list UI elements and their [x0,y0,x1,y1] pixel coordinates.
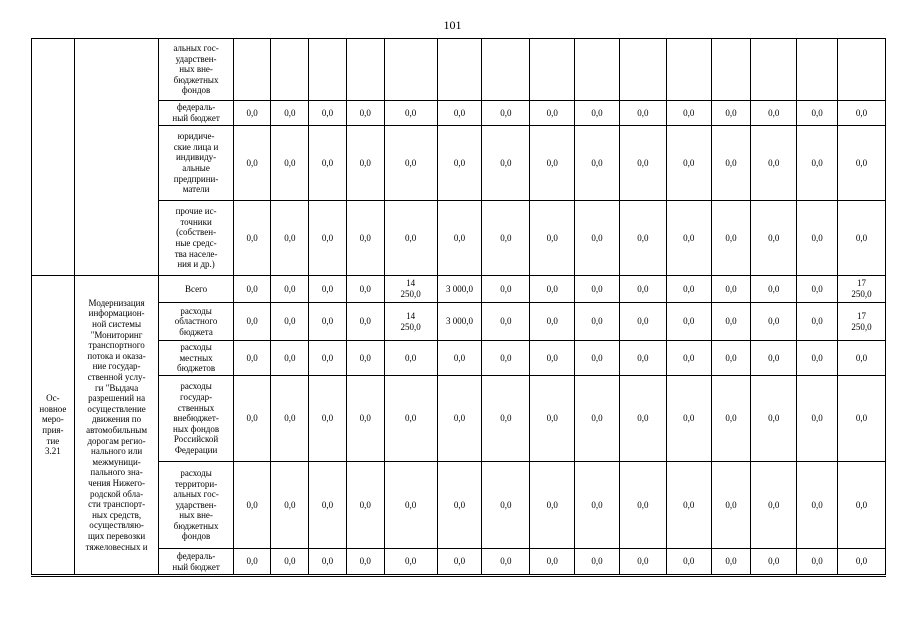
measure-name-cell: Модернизация информацион- ной системы "Мониторинг транспортного потока и оказа- ние государ- ственной услу- ги "Выдача разрешений на осуществление движения по автомобильным дорогам регио- нального или межмуници- пального зна- чения Нижего- родской обла- сти транспорт- ных средств, осуществляю- щих перевозки тяжеловесных и [74,276,159,575]
value-cell: 0,0 [619,276,666,303]
value-cell: 0,0 [797,341,838,376]
value-cell: 0,0 [751,303,797,341]
value-cell [797,39,838,101]
value-cell [575,39,620,101]
value-cell: 0,0 [530,126,575,201]
value-cell: 0,0 [437,549,482,575]
value-cell: 0,0 [751,126,797,201]
value-cell: 0,0 [437,101,482,126]
value-cell: 0,0 [309,101,347,126]
value-cell: 0,0 [711,276,751,303]
value-cell: 0,0 [837,101,885,126]
value-cell: 0,0 [619,126,666,201]
funding-source-cell: альных гос- ударствен- ных вне- бюджетных фондов [159,39,233,101]
page-cut-line [31,576,886,577]
value-cell: 0,0 [751,276,797,303]
value-cell: 0,0 [346,101,384,126]
value-cell [751,39,797,101]
funding-source-cell: федераль- ный бюджет [159,549,233,575]
value-cell: 0,0 [271,126,309,201]
value-cell: 0,0 [482,376,530,462]
value-cell: 0,0 [575,303,620,341]
value-cell: 0,0 [271,341,309,376]
value-cell: 3 000,0 [437,276,482,303]
value-cell: 0,0 [530,101,575,126]
value-cell: 0,0 [666,376,711,462]
funding-source-cell: прочие ис- точники (собствен- ные средс- тва населе- ния и др.) [159,201,233,276]
funding-source-cell: юридиче- ские лица и индивиду- альные предприни- матели [159,126,233,201]
value-cell: 0,0 [837,376,885,462]
value-cell: 0,0 [437,126,482,201]
value-cell: 0,0 [530,201,575,276]
value-cell: 0,0 [346,126,384,201]
value-cell: 0,0 [346,376,384,462]
value-cell: 0,0 [575,276,620,303]
value-cell [384,39,437,101]
value-cell: 0,0 [751,201,797,276]
measure-name-cell [74,39,159,276]
value-cell: 0,0 [619,549,666,575]
value-cell: 0,0 [346,549,384,575]
value-cell [482,39,530,101]
value-cell: 0,0 [437,201,482,276]
value-cell: 0,0 [575,126,620,201]
value-cell: 0,0 [346,201,384,276]
value-cell: 0,0 [837,341,885,376]
value-cell: 0,0 [666,462,711,549]
value-cell: 0,0 [271,276,309,303]
value-cell: 0,0 [711,462,751,549]
value-cell: 0,0 [619,201,666,276]
value-cell: 0,0 [482,341,530,376]
funding-source-cell: расходы государ- ственных внебюджет- ных фондов Российской Федерации [159,376,233,462]
value-cell [309,39,347,101]
value-cell: 17 250,0 [837,303,885,341]
value-cell: 0,0 [346,462,384,549]
value-cell: 0,0 [751,101,797,126]
value-cell: 0,0 [384,462,437,549]
table-row [32,376,886,462]
value-cell: 14 250,0 [384,276,437,303]
value-cell: 0,0 [233,376,271,462]
value-cell: 0,0 [797,101,838,126]
value-cell: 0,0 [530,276,575,303]
value-cell [271,39,309,101]
funding-source-cell: федераль- ный бюджет [159,101,233,126]
value-cell: 0,0 [711,201,751,276]
value-cell: 0,0 [797,201,838,276]
value-cell: 17 250,0 [837,276,885,303]
value-cell: 0,0 [575,549,620,575]
value-cell: 0,0 [530,549,575,575]
value-cell: 0,0 [233,126,271,201]
value-cell [233,39,271,101]
value-cell: 0,0 [619,341,666,376]
table-row [32,39,886,101]
value-cell: 0,0 [233,303,271,341]
table-row [32,341,886,376]
value-cell [711,39,751,101]
funding-source-cell: расходы территори- альных гос- ударствен- ных вне- бюджетных фондов [159,462,233,549]
table-row [32,462,886,549]
value-cell: 0,0 [797,276,838,303]
value-cell: 0,0 [575,376,620,462]
value-cell: 0,0 [309,276,347,303]
table-row [32,303,886,341]
value-cell: 0,0 [482,276,530,303]
value-cell: 0,0 [384,101,437,126]
value-cell: 0,0 [309,201,347,276]
value-cell: 0,0 [271,101,309,126]
value-cell: 0,0 [233,549,271,575]
value-cell: 0,0 [797,462,838,549]
value-cell: 0,0 [530,341,575,376]
value-cell: 0,0 [309,462,347,549]
value-cell: 0,0 [797,549,838,575]
value-cell: 0,0 [837,201,885,276]
value-cell: 0,0 [530,303,575,341]
funding-source-cell: расходы областного бюджета [159,303,233,341]
value-cell: 0,0 [482,303,530,341]
page-number: 101 [443,18,462,32]
value-cell: 0,0 [666,101,711,126]
value-cell: 0,0 [575,101,620,126]
value-cell: 0,0 [711,303,751,341]
value-cell: 0,0 [837,462,885,549]
measure-code-cell: Ос- новное меро- прия- тие 3.21 [32,276,75,575]
value-cell: 0,0 [233,276,271,303]
value-cell: 0,0 [384,341,437,376]
value-cell: 0,0 [233,201,271,276]
value-cell: 0,0 [233,341,271,376]
value-cell: 0,0 [666,201,711,276]
value-cell: 0,0 [837,549,885,575]
value-cell [530,39,575,101]
value-cell: 0,0 [797,376,838,462]
value-cell: 0,0 [711,341,751,376]
value-cell: 0,0 [384,126,437,201]
value-cell: 0,0 [530,462,575,549]
financing-table [31,38,886,575]
value-cell: 0,0 [233,462,271,549]
table-row [32,276,886,303]
value-cell: 0,0 [271,462,309,549]
value-cell: 0,0 [575,462,620,549]
value-cell: 0,0 [271,303,309,341]
value-cell: 0,0 [751,341,797,376]
value-cell: 0,0 [309,126,347,201]
value-cell: 14 250,0 [384,303,437,341]
value-cell: 0,0 [271,549,309,575]
table-row [32,101,886,126]
value-cell: 0,0 [384,376,437,462]
value-cell: 0,0 [384,201,437,276]
value-cell: 0,0 [437,376,482,462]
value-cell: 0,0 [482,462,530,549]
value-cell: 0,0 [309,376,347,462]
value-cell: 0,0 [309,303,347,341]
value-cell: 0,0 [233,101,271,126]
value-cell: 0,0 [346,341,384,376]
value-cell [346,39,384,101]
value-cell: 0,0 [271,201,309,276]
funding-source-cell: Всего [159,276,233,303]
value-cell: 0,0 [666,341,711,376]
measure-code-cell [32,39,75,276]
value-cell: 0,0 [482,101,530,126]
value-cell: 0,0 [575,341,620,376]
value-cell: 0,0 [482,549,530,575]
value-cell: 0,0 [271,376,309,462]
value-cell: 0,0 [437,462,482,549]
value-cell [619,39,666,101]
value-cell: 0,0 [619,303,666,341]
value-cell: 0,0 [666,276,711,303]
value-cell: 0,0 [482,126,530,201]
value-cell: 0,0 [666,126,711,201]
value-cell: 0,0 [619,101,666,126]
value-cell: 0,0 [666,549,711,575]
value-cell: 0,0 [751,462,797,549]
value-cell: 0,0 [346,276,384,303]
value-cell: 3 000,0 [437,303,482,341]
value-cell: 0,0 [711,126,751,201]
value-cell: 0,0 [619,376,666,462]
funding-source-cell: расходы местных бюджетов [159,341,233,376]
table-row [32,126,886,201]
value-cell: 0,0 [309,549,347,575]
table-row [32,201,886,276]
value-cell: 0,0 [666,303,711,341]
value-cell: 0,0 [751,549,797,575]
value-cell: 0,0 [437,341,482,376]
value-cell: 0,0 [837,126,885,201]
value-cell: 0,0 [797,126,838,201]
value-cell [837,39,885,101]
value-cell [666,39,711,101]
value-cell: 0,0 [309,341,347,376]
table-row [32,549,886,575]
value-cell: 0,0 [346,303,384,341]
value-cell: 0,0 [711,376,751,462]
value-cell: 0,0 [711,101,751,126]
value-cell: 0,0 [711,549,751,575]
value-cell: 0,0 [751,376,797,462]
value-cell: 0,0 [530,376,575,462]
value-cell: 0,0 [797,303,838,341]
value-cell: 0,0 [384,549,437,575]
value-cell: 0,0 [619,462,666,549]
value-cell: 0,0 [575,201,620,276]
value-cell [437,39,482,101]
value-cell: 0,0 [482,201,530,276]
